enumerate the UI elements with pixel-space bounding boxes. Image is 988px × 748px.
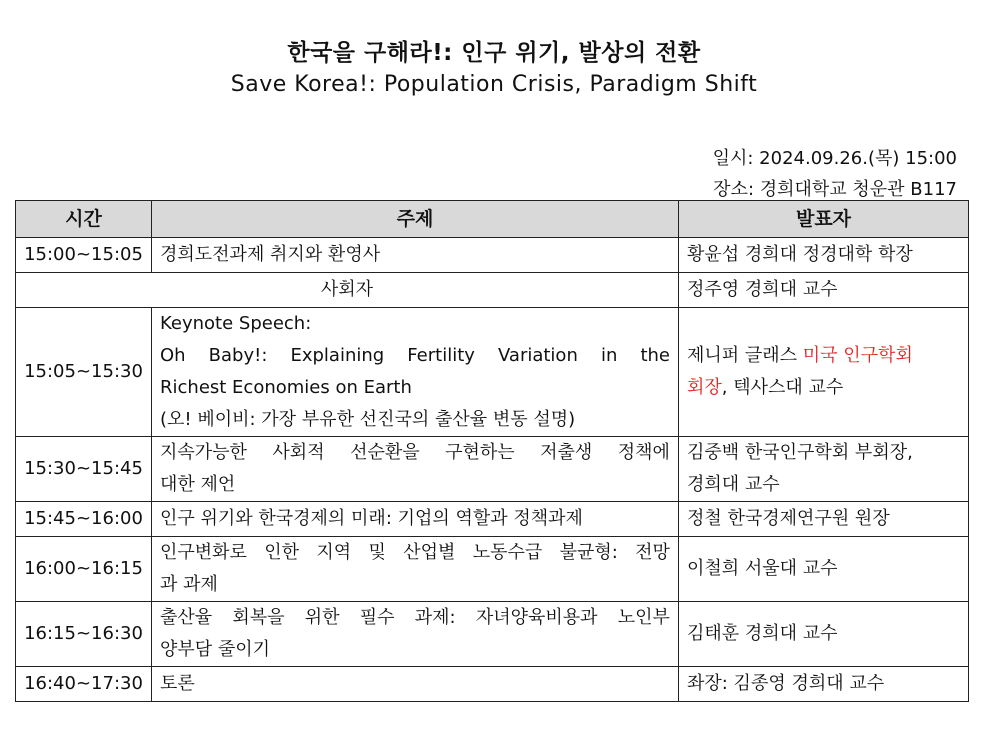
table-row (16, 667, 969, 702)
session-topic (152, 437, 679, 502)
session-time: 16:00~16:15 (16, 537, 152, 602)
topic-word: 노동수급 (472, 542, 543, 563)
session-topic: 인구 위기와 한국경제의 미래: 기업의 역할과 정책과제 (152, 502, 679, 537)
topic-word: 인구변화로 (160, 542, 247, 563)
topic-word: 불균형: (559, 542, 618, 563)
table-row (16, 437, 969, 502)
event-date: 일시: 2024.09.26.(목) 15:00 (712, 148, 957, 169)
topic-line: (오! 베이비: 가장 부유한 선진국의 출산율 변동 설명) (160, 409, 576, 430)
session-time: 16:40~17:30 (16, 667, 152, 702)
session-speaker (679, 308, 969, 437)
topic-word: 위한 (304, 607, 340, 628)
table-row-keynote (16, 308, 969, 437)
table-header-row (16, 201, 969, 238)
program-table (15, 200, 969, 702)
topic-word: 출산율 (160, 607, 213, 628)
header-speaker: 발표자 (679, 201, 969, 238)
speaker-name: 제니퍼 글래스 (687, 345, 803, 366)
speaker-title-highlight: 회장 (687, 377, 722, 398)
moderator-name: 정주영 경희대 교수 (679, 273, 969, 308)
topic-word: 지속가능한 (160, 442, 247, 463)
session-topic (152, 602, 679, 667)
session-time: 15:30~15:45 (16, 437, 152, 502)
topic-line-justified (160, 340, 670, 372)
topic-word: 저출생 (540, 442, 593, 463)
session-topic (152, 308, 679, 437)
topic-line-justified (160, 437, 670, 469)
topic-word: the (640, 345, 670, 366)
speaker-line: 경희대 교수 (687, 474, 780, 495)
topic-word: 정책에 (617, 442, 670, 463)
table-row (16, 502, 969, 537)
moderator-label: 사회자 (16, 273, 679, 308)
title-korean: 한국을 구해라!: 인구 위기, 발상의 전환 (287, 40, 701, 66)
topic-word: 사회적 (272, 442, 325, 463)
topic-word: 노인부 (617, 607, 670, 628)
topic-word: 필수 (359, 607, 395, 628)
topic-word: 자녀양육비용과 (475, 607, 598, 628)
topic-word: 선순환을 (350, 442, 420, 463)
topic-word: in (600, 345, 618, 366)
session-speaker: 김태훈 경희대 교수 (679, 602, 969, 667)
topic-word: Variation (498, 345, 578, 366)
table-row (16, 238, 969, 273)
topic-word: 회복을 (232, 607, 285, 628)
topic-line: 과 과제 (160, 574, 218, 595)
speaker-affiliation: , 텍사스대 교수 (721, 377, 844, 398)
topic-word: 및 (368, 542, 386, 563)
topic-word: Explaining (290, 345, 385, 366)
topic-line-justified (160, 602, 670, 634)
session-time: 16:15~16:30 (16, 602, 152, 667)
topic-line: 양부담 줄이기 (160, 639, 271, 660)
topic-line: 대한 제언 (160, 474, 236, 495)
table-row (16, 602, 969, 667)
topic-line-justified (160, 537, 670, 569)
session-speaker: 황윤섭 경희대 정경대학 학장 (679, 238, 969, 273)
topic-line: Richest Economies on Earth (160, 377, 412, 398)
title-english: Save Korea!: Population Crisis, Paradigm Shift (230, 72, 758, 97)
session-speaker: 좌장: 김종영 경희대 교수 (679, 667, 969, 702)
session-topic (152, 537, 679, 602)
session-speaker: 이철희 서울대 교수 (679, 537, 969, 602)
table-row-moderator (16, 273, 969, 308)
topic-word: Oh (160, 345, 186, 366)
header-time: 시간 (16, 201, 152, 238)
session-topic: 토론 (152, 667, 679, 702)
topic-word: 지역 (316, 542, 352, 563)
header-topic: 주제 (152, 201, 679, 238)
topic-word: Baby!: (208, 345, 268, 366)
session-topic: 경희도전과제 취지와 환영사 (152, 238, 679, 273)
topic-word: 전망 (635, 542, 670, 563)
session-time: 15:05~15:30 (16, 308, 152, 437)
session-time: 15:45~16:00 (16, 502, 152, 537)
event-place: 장소: 경희대학교 청운관 B117 (713, 179, 957, 200)
topic-word: Fertility (407, 345, 475, 366)
topic-line: Keynote Speech: (160, 313, 312, 334)
speaker-line (687, 340, 960, 372)
session-speaker (679, 437, 969, 502)
speaker-title-highlight: 미국 인구학회 (802, 345, 913, 366)
speaker-line (687, 372, 960, 404)
topic-word: 인한 (264, 542, 300, 563)
topic-word: 과제: (414, 607, 456, 628)
session-speaker: 정철 한국경제연구원 원장 (679, 502, 969, 537)
topic-word: 구현하는 (445, 442, 515, 463)
speaker-line: 김중백 한국인구학회 부회장, (687, 442, 913, 463)
topic-word: 산업별 (403, 542, 456, 563)
session-time: 15:00~15:05 (16, 238, 152, 273)
table-row (16, 537, 969, 602)
